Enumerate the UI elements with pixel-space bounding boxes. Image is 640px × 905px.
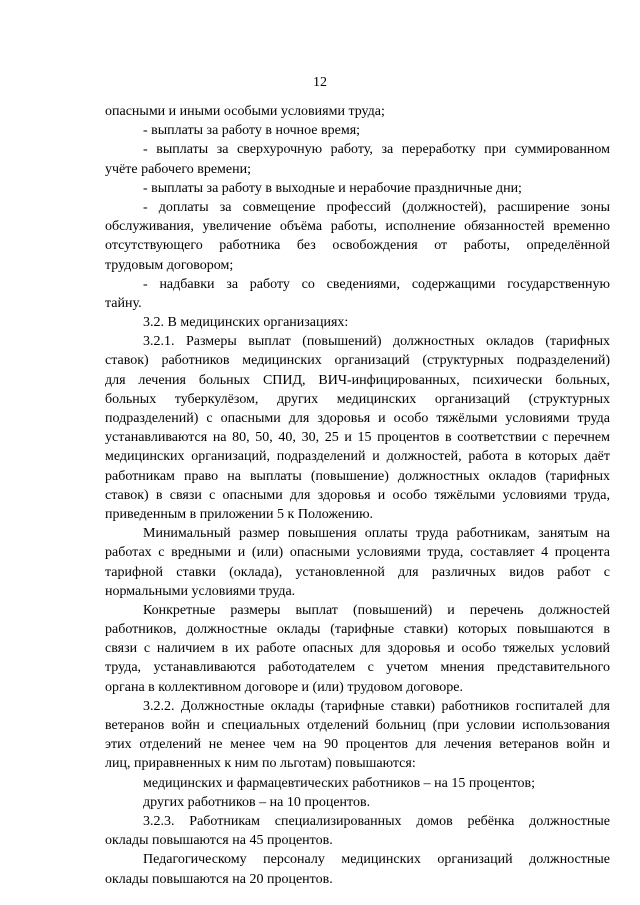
text-line: обслуживания, увеличение объёма работы, исполнение обязанностей временно: [105, 219, 610, 235]
text-line: 3.2.2. Должностные оклады (тарифные ставки) работников госпиталей для: [143, 698, 610, 714]
text-line: нормальными условиями труда.: [105, 583, 296, 599]
text-line: тарифной ставки (оклада), установленной для различных видов работ с: [105, 564, 610, 580]
text-line: тайну.: [105, 295, 142, 311]
text-line: - доплаты за совмещение профессий (должностей), расширение зоны: [143, 199, 610, 215]
text-line: труда, устанавливаются работодателем с учетом мнения представительного: [105, 660, 610, 676]
text-line: подразделений) с опасными для здоровья и особо тяжёлыми условиями труда: [105, 411, 610, 426]
text-line: медицинских организаций, подразделений и должностей, работа в которых даёт: [105, 449, 610, 465]
text-line: опасными и иными особыми условиями труда;: [105, 104, 385, 119]
text-line: отсутствующего работника без освобождения от работы, определённой: [105, 238, 610, 254]
text-line: трудовым договором;: [105, 257, 234, 273]
text-line: учёте рабочего времени;: [105, 161, 251, 177]
text-line: лиц, приравненных к ним по льготам) повышаются:: [105, 756, 416, 772]
text-line: 3.2.1. Размеры выплат (повышений) должностных окладов (тарифных: [143, 334, 610, 350]
document-body: [105, 102, 610, 889]
text-line: оклады повышаются на 20 процентов.: [105, 871, 333, 887]
text-line: - выплаты за сверхурочную работу, за переработку при суммированном: [143, 142, 610, 158]
text-line: связи с наличием в их работе опасных для здоровья и особо тяжелых условий: [105, 641, 610, 657]
text-line: оклады повышаются на 45 процентов.: [105, 833, 333, 849]
text-line: устанавливаются на 80, 50, 40, 30, 25 и 15 процентов в соответствии с перечнем: [105, 430, 610, 446]
text-line: ставок) в связи с опасными для здоровья и особо тяжёлыми условиями труда,: [105, 487, 610, 503]
text-line: этих отделений не менее чем на 90 процентов для лечения ветеранов войн и: [105, 737, 610, 753]
text-line: приведенным в приложении 5 к Положению.: [105, 506, 374, 522]
text-line: 3.2. В медицинских организациях:: [143, 315, 349, 331]
text-line: Педагогическому персоналу медицинских организаций должностные: [143, 852, 610, 868]
text-line: Конкретные размеры выплат (повышений) и перечень должностей: [143, 602, 610, 618]
text-line: ветеранов войн и специальных отделений больниц (при условии использования: [105, 718, 610, 733]
text-line: ставок) работников медицинских организаций (структурных подразделений): [105, 353, 610, 369]
text-line: работников, должностные оклады (тарифные ставки) которых повышаются в: [105, 622, 610, 638]
text-line: органа в коллективном договоре и (или) трудовом договоре.: [105, 679, 464, 695]
text-line: медицинских и фармацевтических работников – на 15 процентов;: [143, 775, 536, 791]
text-line: работах с вредными и (или) опасными условиями труда, составляет 4 процента: [105, 545, 610, 561]
text-line: других работников – на 10 процентов.: [143, 794, 371, 810]
text-line: - выплаты за работу в ночное время;: [143, 123, 361, 139]
text-line: 3.2.3. Работникам специализированных домов ребёнка должностные: [143, 813, 610, 829]
text-line: Минимальный размер повышения оплаты труда работникам, занятым на: [143, 526, 610, 542]
text-line: - надбавки за работу со сведениями, содержащими государственную: [143, 276, 610, 292]
text-line: больных туберкулёзом, других медицинских организаций (структурных: [105, 391, 610, 407]
text-line: работникам право на выплаты (повышение) должностных окладов (тарифных: [105, 468, 610, 484]
text-line: - выплаты за работу в выходные и нерабочие праздничные дни;: [143, 180, 522, 196]
text-line: для лечения больных СПИД, ВИЧ-инфицированных, психически больных,: [105, 372, 610, 388]
page-number: 12: [313, 75, 327, 90]
